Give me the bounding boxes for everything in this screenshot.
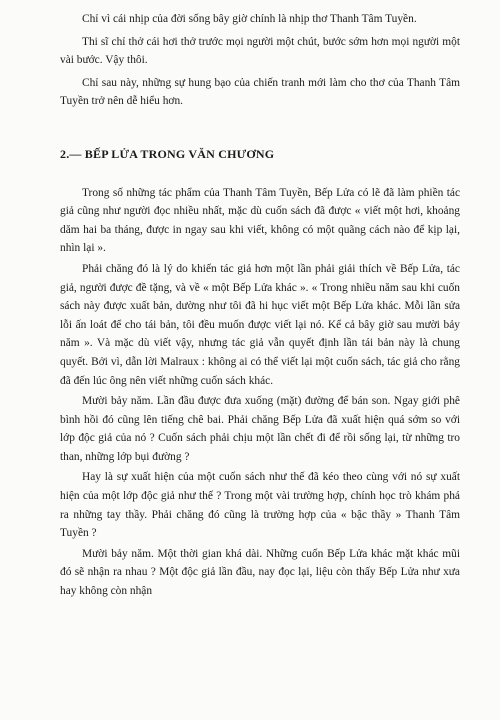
paragraph: Mười bảy năm. Lần đầu được đưa xuống (mặt) đường để bán son. Ngay giới phê bình hồi đó cũng lên tiếng chê bai. Phải chăng Bếp Lửa đã xuất hiện quá sớm so với lớp độc giả của nó ? Cuốn sách phải chịu một lần chết đi để rồi sống lại, từ những tro than, những lớp bụi đường ?	[60, 395, 460, 463]
paragraph: Hay là sự xuất hiện của một cuốn sách như thế đã kéo theo cùng với nó sự xuất hiện của một lớp độc giả như thế ? Trong một vài trường hợp, chính học trò khám phá ra những tay thầy. Phải chăng đó cũng là trường hợp của « bậc thầy » Thanh Tâm Tuyền ?	[60, 471, 460, 540]
paragraph: Mười bảy năm. Một thời gian khá dài. Những cuốn Bếp Lửa khác mặt khác mũi đó sẽ nhận ra nhau ? Một độc giả lần đầu, nay đọc lại, liệu còn thấy Bếp Lửa như xưa hay không còn nhận	[60, 547, 460, 598]
paragraph: Phải chăng đó là lý do khiến tác giả hơn một lần phải giải thích về Bếp Lửa, tác giả, người được đề tặng, và về « một Bếp Lửa khác ». « Trong nhiều năm sau khi cuốn sách này được xuất bản, dường như tôi đã hi hục viết một Bếp Lửa khác. Mỗi lần sửa lỗi ấn loát để cho tái bản, tôi đều muốn được viết lại nó. Kể cả bây giờ sau mười bảy năm ». Và mặc dù viết vậy, nhưng tác giả vẫn quyết định lần tái bản này là chung quyết. Bởi vì, dẫn lời Malraux : không ai có thể viết lại một cuốn sách, tác giả cho rằng đã đến lúc ông nên viết những cuốn sách khác.	[60, 262, 460, 387]
paragraph: Chỉ sau này, những sự hung bạo của chiến tranh mới làm cho thơ của Thanh Tâm Tuyền trở nên dễ hiểu hơn.	[60, 76, 460, 108]
paragraph: Thi sĩ chỉ thở cái hơi thở trước mọi người một chút, bước sớm hơn mọi người một vài bước. Vậy thôi.	[60, 35, 460, 67]
document-page	[60, 10, 460, 601]
paragraph: Trong số những tác phẩm của Thanh Tâm Tuyền, Bếp Lửa có lẽ đã làm phiền tác giả cũng như người đọc nhiều nhất, mặc dù cuốn sách đã được « viết một hơi, khoảng dăm hai ba tháng, được in ngay sau khi viết, không có một quãng cách nào để kịp lại, nhìn lại ».	[60, 186, 460, 255]
paragraph: Chỉ vì cái nhịp của đời sống bây giờ chính là nhịp thơ Thanh Tâm Tuyền.	[82, 13, 417, 25]
section-heading: 2.— BẾP LỬA TRONG VĂN CHƯƠNG	[60, 146, 275, 161]
